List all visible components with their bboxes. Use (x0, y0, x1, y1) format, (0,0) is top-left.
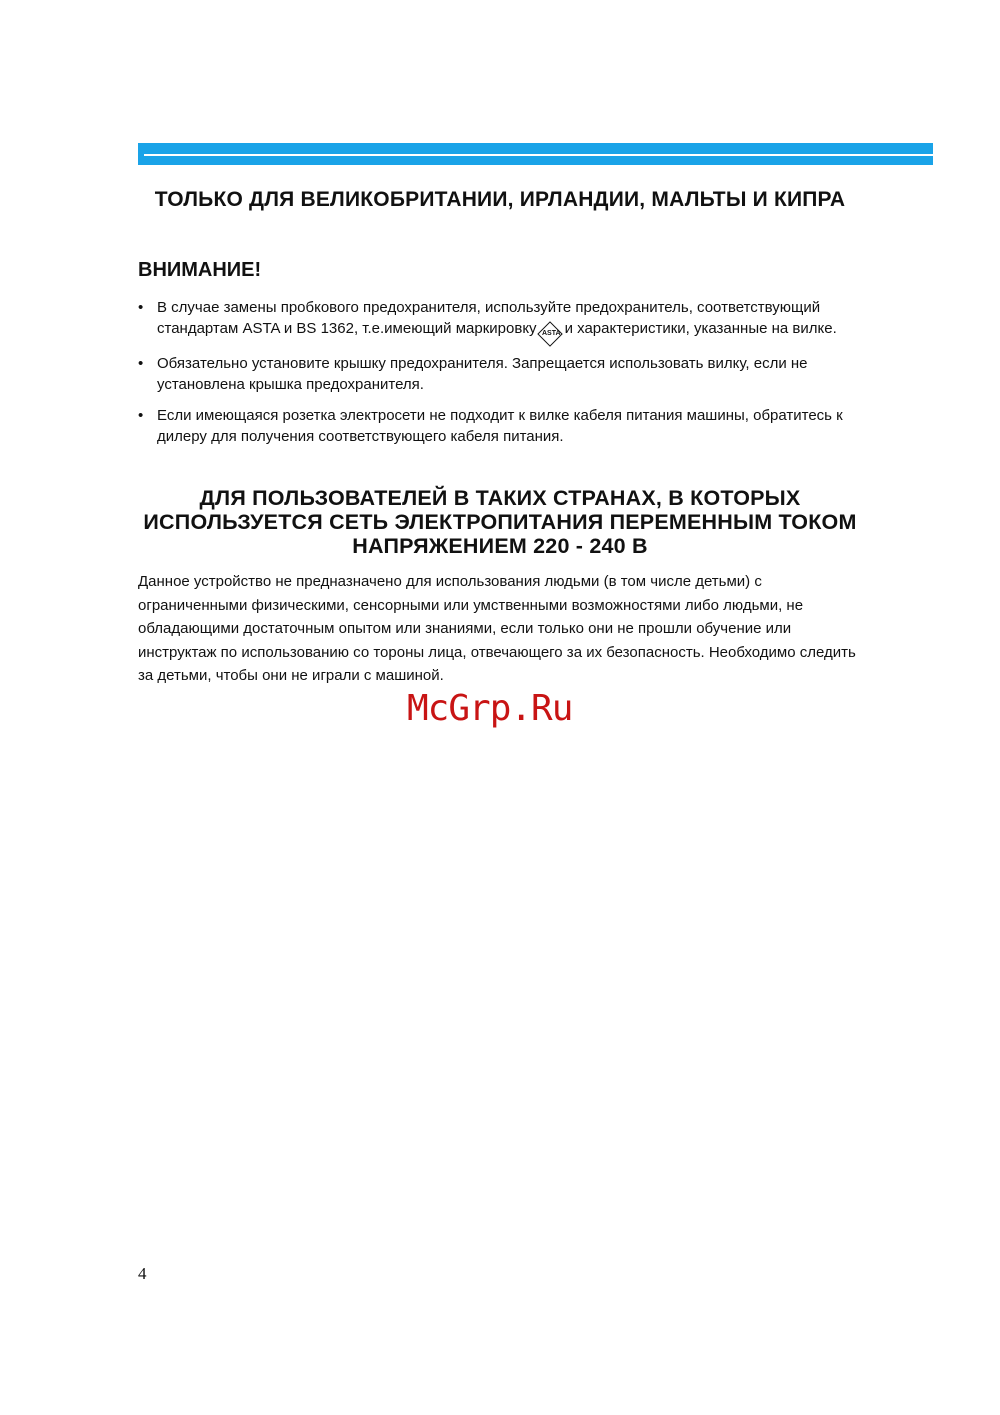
asta-mark-icon (537, 321, 562, 346)
warning-list (138, 297, 858, 457)
list-item (138, 297, 858, 343)
bullet-icon: • (138, 299, 144, 316)
bullet-icon: • (138, 407, 144, 424)
asta-mark-text: ASTA (541, 330, 561, 337)
page-number: 4 (138, 1264, 147, 1283)
watermark: McGrp.Ru (407, 688, 573, 729)
header-bar-stripe (144, 154, 933, 156)
bullet-text: Обязательно установите крышку предохранителя. Запрещается использовать вилку, если не установлена крышка предохранителя. (157, 355, 808, 393)
safety-paragraph: Данное устройство не предназначено для использования людьми (в том числе детьми) с ограниченными физическими, сенсорными или умственными возможностями либо людьми, не обладающими достаточным опытом или знаниями, если только они не прошли обучение или инструктаж по использованию со тороны лица, отвечающего за их безопасность. Необходимо следить за детьми, чтобы они не играли с машиной. (138, 573, 856, 684)
header-color-bar (138, 143, 933, 165)
bullet-icon: • (138, 355, 144, 372)
bullet-text-continued: и характеристики, указанные на вилке. (564, 320, 837, 337)
warning-heading: ВНИМАНИЕ! (138, 259, 262, 281)
section-title-voltage: ДЛЯ ПОЛЬЗОВАТЕЛЕЙ В ТАКИХ СТРАНАХ, В КОТОРЫХ ИСПОЛЬЗУЕТСЯ СЕТЬ ЭЛЕКТРОПИТАНИЯ ПЕРЕМЕННЫМ ТОКОМ НАПРЯЖЕНИЕМ 220 - 240 В (143, 486, 857, 558)
list-item (138, 353, 858, 395)
list-item (138, 405, 858, 447)
section-title-uk: ТОЛЬКО ДЛЯ ВЕЛИКОБРИТАНИИ, ИРЛАНДИИ, МАЛЬТЫ И КИПРА (154, 188, 846, 211)
bullet-text: Если имеющаяся розетка электросети не подходит к вилке кабеля питания машины, обратитесь к дилеру для получения соответствующего кабеля питания. (157, 407, 843, 445)
bullet-text: В случае замены пробкового предохранителя, используйте предохранитель, соответствующий стандартам ASTA и BS 1362, т.е.имеющий маркировку (157, 299, 821, 337)
